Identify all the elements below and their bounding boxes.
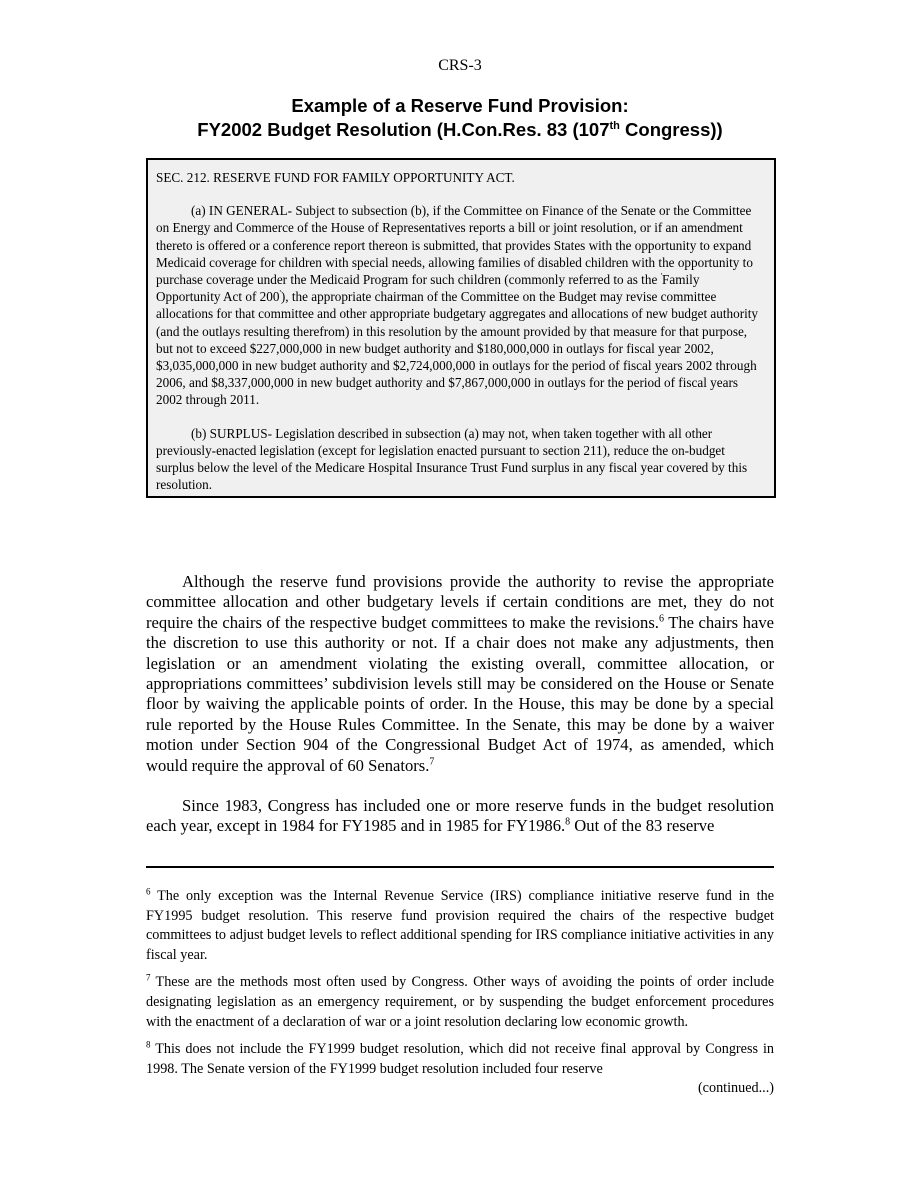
footnote-text: These are the methods most often used by Congress. Other ways of avoiding the points of order include designating legislation as an emergency requirement, or by suspending the budget enforcement procedures with the enactment of a declaration of war or a joint resolution declaring low economic growth. — [146, 974, 774, 1030]
body-paragraph-2 — [146, 796, 774, 837]
page-title — [0, 94, 920, 142]
subsection-a-text-2: Family Opportunity Act of 200 — [156, 272, 700, 305]
legislation-text-box — [146, 158, 776, 498]
body-p1-text-1: Although the reserve fund provisions provide the authority to revise the appropriate committee allocation and other budgetary levels if certain conditions are met, they do not require the chairs of the respective budget committees to make the revisions. — [146, 572, 774, 632]
footnote-6 — [146, 887, 774, 965]
footnote-8 — [146, 1040, 774, 1079]
body-paragraph-1 — [146, 572, 774, 776]
section-heading: SEC. 212. RESERVE FUND FOR FAMILY OPPORTUNITY ACT. — [156, 170, 515, 185]
subsection-b: (b) SURPLUS- Legislation described in subsection (a) may not, when taken together with all other previously-enacted legislation (except for legislation enacted pursuant to section 211), reduce the on-budget surplus below the level of the Medicare Hospital Insurance Trust Fund surplus in any fiscal year covered by this resolution. — [156, 425, 748, 493]
title-line-1: Example of a Reserve Fund Provision: — [291, 95, 629, 116]
title-line-2 — [0, 118, 920, 142]
footnote-7 — [146, 973, 774, 1032]
body-text — [146, 572, 774, 837]
subsection-a-text-1: (a) IN GENERAL- Subject to subsection (b), if the Committee on Finance of the Senate or the Committee on Energy and Commerce of the House of Representatives reports a bill or joint resolution, or if an amendment thereto is offered or a conference report thereon is submitted, that provides States with the opportunity to expand Medicaid coverage for children with special needs, allowing families of disabled children with the opportunity to purchase coverage under the Medicaid Program for such children (commonly referred to as the — [156, 203, 753, 288]
footnote-number: 6 — [146, 886, 151, 897]
continued-label: (continued...) — [697, 1080, 774, 1097]
body-p2-text-2: Out of the 83 reserve — [570, 816, 715, 836]
quote-mark-close: ' — [279, 288, 281, 298]
page-number-header: CRS-3 — [438, 57, 482, 74]
footnote-text: The only exception was the Internal Revenue Service (IRS) compliance initiative reserve fund in the FY1995 budget resolution. This reserve fund provision required the chairs of the respective budget committees to adjust budget levels to reflect additional spending for IRS compliance initiative activities in any fiscal year. — [146, 888, 774, 963]
body-p1-text-2: The chairs have the discretion to use this authority or not. If a chair does not make any adjustments, then legislation or an amendment violating the existing overall, committee allocation, or appropriations committees’ subdivision levels still may be considered on the House or Senate floor by waiving the applicable points of order. In the House, this may be done by a special rule reported by the House Rules Committee. In the Senate, this may be done by a waiver motion under Section 904 of the Congressional Budget Act of 1974, as amended, which would require the approval of 60 Senators. — [146, 612, 774, 775]
subsection-a — [156, 202, 766, 408]
footnote-ref-7: 7 — [429, 756, 435, 768]
footnote-number: 7 — [146, 972, 151, 983]
footnote-ref-6: 6 — [658, 613, 664, 625]
title-line-2-end: Congress)) — [619, 119, 723, 140]
subsection-a-text-3: ), the appropriate chairman of the Committee on the Budget may revise committee allocations for that committee and other appropriate budgetary aggregates and allocations of new budget authority (and the outlays resulting therefrom) in this resolution by the amount provided by that measure for that purpose, but not to exceed $227,000,000 in new budget authority and $180,000,000 in outlays for fiscal year 2002, $3,035,000,000 in new budget authority and $2,724,000,000 in outlays for the period of fiscal years 2002 through 2006, and $8,337,000,000 in new budget authority and $7,867,000,000 in outlays for the period of fiscal years 2002 through 2011. — [156, 289, 759, 408]
footnotes — [146, 887, 774, 1099]
title-superscript: th — [609, 119, 620, 132]
body-p2-text-1: Since 1983, Congress has included one or more reserve funds in the budget resolution each year, except in 1984 for FY1985 and in 1985 for FY1986. — [146, 796, 774, 836]
footnote-text: This does not include the FY1999 budget resolution, which did not receive final approval by Congress in 1998. The Senate version of the FY1999 budget resolution included four reserve — [146, 1041, 774, 1077]
footnote-ref-8: 8 — [565, 816, 571, 828]
title-line-2-start: FY2002 Budget Resolution (H.Con.Res. 83 (107 — [197, 119, 610, 140]
footnote-number: 8 — [146, 1039, 151, 1050]
footnote-divider — [146, 866, 774, 868]
quote-mark-open: ' — [660, 271, 663, 281]
